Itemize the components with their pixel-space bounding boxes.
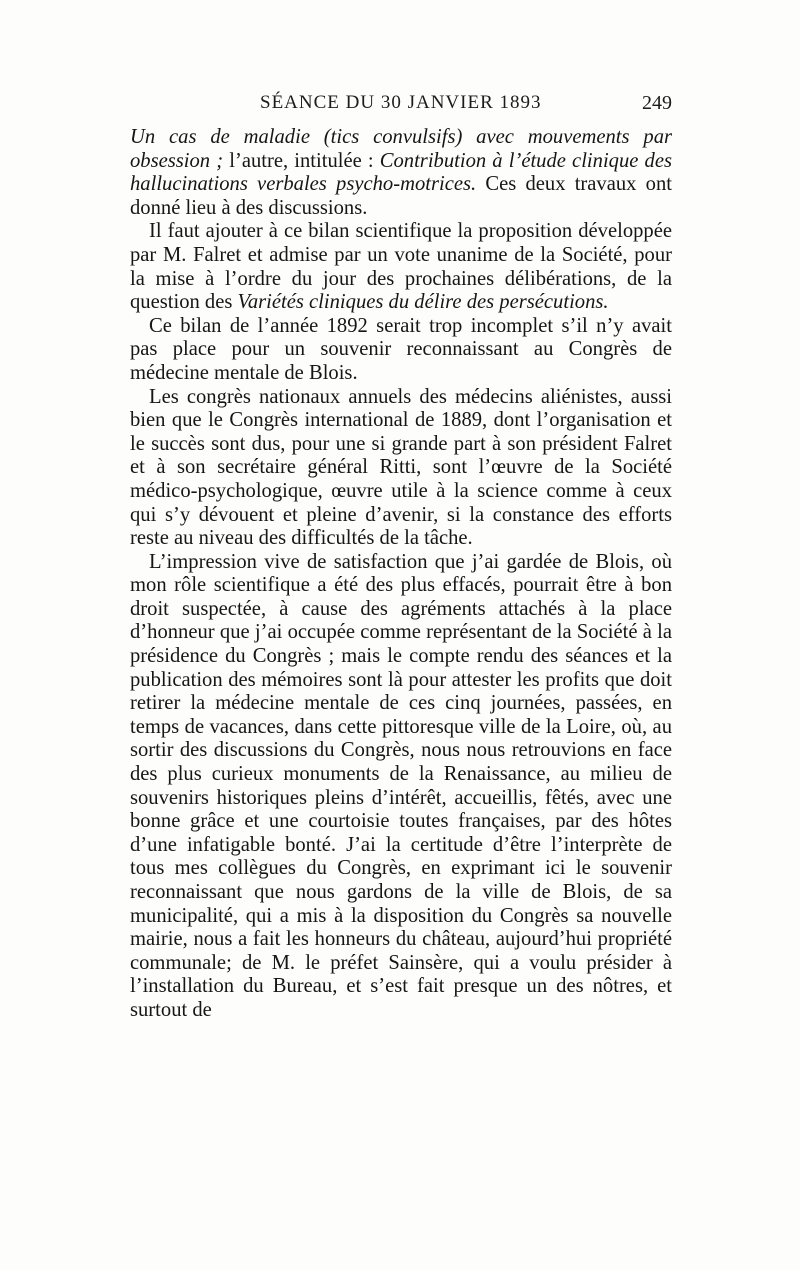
italic-phrase: Un cas de maladie (tics convulsifs) avec mouvements par obsession ; [130,126,672,172]
text-run: l’autre, intitulée : [223,149,380,172]
italic-phrase: Contribution à l’étude clinique des hallucinations verbales psycho-motrices. [130,149,672,196]
running-header [130,92,672,122]
paragraph-5 [130,551,672,1023]
body-text [130,126,672,1023]
italic-phrase: Variétés cliniques du délire des persécutions. [237,291,609,314]
text-run: Ces deux travaux ont donné lieu à des discussions. [130,173,672,219]
page-number: 249 [642,92,672,114]
paragraph-1 [130,126,672,220]
text-run: Les congrès nationaux annuels des médecins aliénistes, aussi bien que le Congrès international de 1889, dont l’organisation et le succès sont dus, pour une si grande part à son président Falret et à son secrétaire général Ritti, sont l’œuvre de la Société médico-psychologique, œuvre utile à la science comme à ceux qui s’y dévouent et pleine d’avenir, si la constance des efforts reste au niveau des difficultés de la tâche. [130,385,672,550]
paragraph-3 [130,315,672,386]
text-run: L’impression vive de satisfaction que j’ai gardée de Blois, où mon rôle scientifique a été des plus effacés, pourrait être à bon droit suspectée, à cause des agréments attachés à la place d’honneur que j’ai occupée comme représentant de la Société à la présidence du Congrès ; mais le compte rendu des séances et la publication des mémoires sont là pour attester les profits que doit retirer la médecine mentale de ces cinq journées, passées, en temps de vacances, dans cette pittoresque ville de la Loire, où, au sortir des discussions du Congrès, nous nous retrouvions en face des plus curieux monuments de la Renaissance, au milieu de souvenirs historiques pleins d’intérêt, accueillis, fêtés, avec une bonne grâce et une courtoisie toutes françaises, par des hôtes d’une infatigable bonté. J’ai la certitude d’être l’interprète de tous mes collègues du Congrès, en exprimant ici le souvenir reconnaissant que nous gardons de la ville de Blois, de sa municipalité, qui a mis à la disposition du Congrès sa nouvelle mairie, nous a fait les honneurs du château, aujourd’hui propriété communale; de M. le préfet Sainsère, qui a voulu présider à l’installation du Bureau, et s’est fait presque un des nôtres, et surtout de [130,550,672,1021]
text-run: Il faut ajouter à ce bilan scientifique la proposition développée par M. Falret et admise par un vote unanime de la Société, pour la mise à l’ordre du jour des prochaines délibérations, de la question des [130,220,672,314]
running-title: SÉANCE DU 30 JANVIER 1893 [260,92,542,113]
paragraph-4 [130,386,672,551]
text-run: Ce bilan de l’année 1892 serait trop incomplet s’il n’y avait pas place pour un souvenir reconnaissant au Congrès de médecine mentale de Blois. [130,314,672,384]
paragraph-2 [130,220,672,314]
